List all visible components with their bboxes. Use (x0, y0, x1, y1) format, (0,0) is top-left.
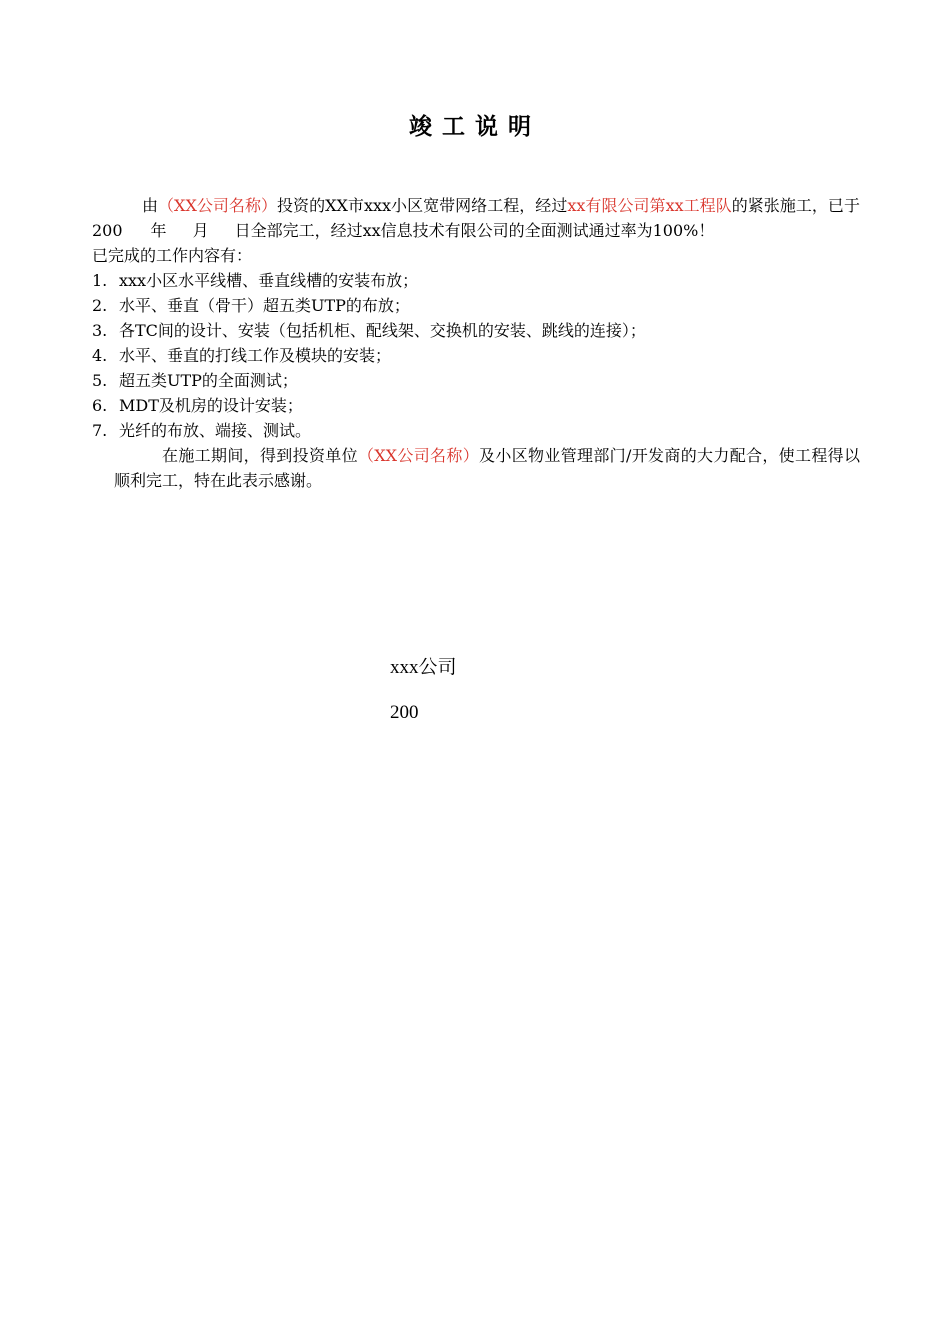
list-item (92, 268, 860, 293)
list-item-text: MDT及机房的设计安装； (119, 396, 303, 415)
intro-prefix: 由 (142, 196, 159, 215)
intro-paragraph (92, 193, 860, 243)
thanks-investor-placeholder: （XX公司名称） (357, 446, 480, 465)
document-body (92, 193, 860, 493)
intro-mid: 投资的XX市xxx小区宽带网络工程，经过 (277, 196, 568, 215)
list-item-number: 1. (92, 271, 108, 290)
list-item-number: 3. (92, 321, 108, 340)
completed-work-list (92, 268, 860, 443)
list-item (92, 293, 860, 318)
list-item (92, 393, 860, 418)
intro-mid2: 的紧张施工，已于200 (92, 196, 860, 240)
list-item (92, 343, 860, 368)
list-item (92, 318, 860, 343)
list-item-text: 各TC间的设计、安装（包括机柜、配线架、交换机的安装、跳线的连接）； (119, 321, 646, 340)
list-item (92, 368, 860, 393)
list-item-text: 超五类UTP的全面测试； (119, 371, 298, 390)
list-item-text: xxx小区水平线槽、垂直线槽的安装布放； (119, 271, 419, 290)
document-title: 竣工说明 (409, 113, 541, 140)
intro-end: 日全部完工，经过xx信息技术有限公司的全面测试通过率为100%！ (234, 221, 715, 240)
list-item-number: 2. (92, 296, 108, 315)
intro-year-unit: 年 (150, 221, 167, 240)
thanks-suffix: 及小区物业管理部门/开发商的大力配合，使工程得以顺利完工，特在此表示感谢。 (114, 446, 860, 490)
list-item-number: 7. (92, 421, 108, 440)
list-item-text: 光纤的布放、端接、测试。 (119, 421, 312, 440)
signature-year: 200 (390, 702, 419, 723)
thanks-paragraph (92, 443, 860, 493)
investor-name-placeholder: （XX公司名称） (158, 196, 278, 215)
list-item-number: 5. (92, 371, 108, 390)
list-item-number: 4. (92, 346, 108, 365)
intro-month-unit: 月 (192, 221, 209, 240)
signature-company: xxx公司 (390, 657, 457, 678)
list-item-text: 水平、垂直（骨干）超五类UTP的布放； (119, 296, 410, 315)
list-item-text: 水平、垂直的打线工作及模块的安装； (119, 346, 392, 365)
completed-work-label: 已完成的工作内容有： (92, 246, 253, 265)
thanks-prefix: 在施工期间，得到投资单位 (162, 446, 358, 465)
list-item-number: 6. (92, 396, 108, 415)
list-item (92, 418, 860, 443)
contractor-name-placeholder: xx有限公司第xx工程队 (567, 196, 732, 215)
